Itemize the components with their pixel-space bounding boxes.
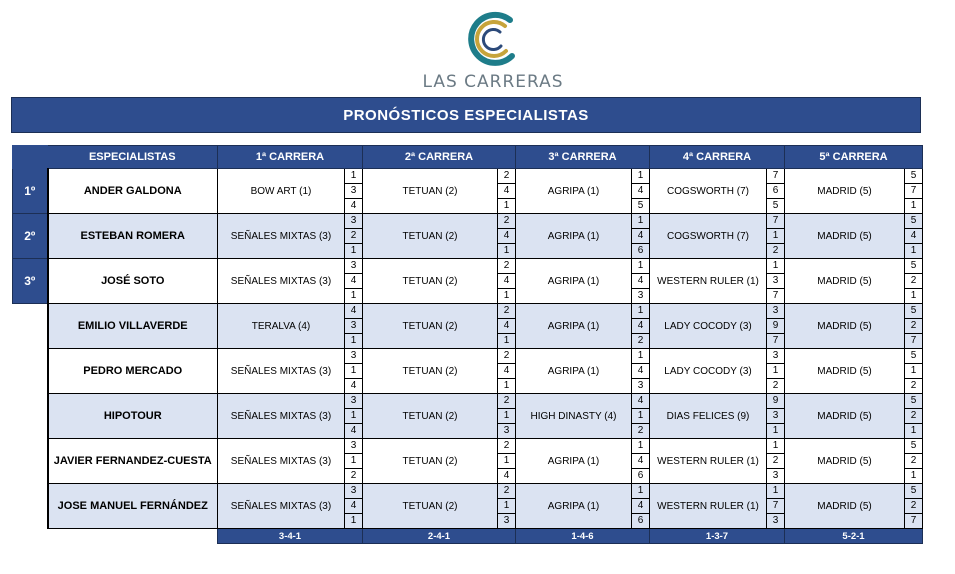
pick-number: 1 bbox=[632, 409, 650, 424]
pick-number: 1 bbox=[498, 499, 516, 514]
header-race-5: 5ª CARRERA bbox=[785, 146, 923, 169]
rank-badge bbox=[13, 349, 48, 394]
consensus-race-2: 2-4-1 bbox=[363, 529, 516, 544]
horse-pick: AGRIPA (1) bbox=[516, 259, 632, 304]
pick-number: 1 bbox=[632, 439, 650, 454]
pick-number: 4 bbox=[498, 319, 516, 334]
horse-pick: AGRIPA (1) bbox=[516, 349, 632, 394]
horse-pick: WESTERN RULER (1) bbox=[650, 439, 767, 484]
pick-number: 1 bbox=[767, 364, 785, 379]
pick-number: 7 bbox=[767, 289, 785, 304]
consensus-race-4: 1-3-7 bbox=[650, 529, 785, 544]
pick-number: 4 bbox=[632, 319, 650, 334]
pick-number: 3 bbox=[632, 289, 650, 304]
pick-number: 1 bbox=[498, 289, 516, 304]
pick-number: 3 bbox=[767, 274, 785, 289]
horse-pick: BOW ART (1) bbox=[218, 169, 345, 214]
pick-number: 7 bbox=[767, 499, 785, 514]
specialist-name: EMILIO VILLAVERDE bbox=[48, 304, 218, 349]
pick-number: 1 bbox=[767, 229, 785, 244]
pick-number: 2 bbox=[767, 454, 785, 469]
pick-number: 2 bbox=[767, 244, 785, 259]
table-row bbox=[13, 349, 923, 364]
pick-number: 4 bbox=[345, 379, 363, 394]
pick-number: 7 bbox=[767, 214, 785, 229]
horse-pick: TETUAN (2) bbox=[363, 484, 498, 529]
pick-number: 1 bbox=[767, 439, 785, 454]
horse-pick: AGRIPA (1) bbox=[516, 169, 632, 214]
pick-number: 2 bbox=[498, 304, 516, 319]
pick-number: 1 bbox=[632, 259, 650, 274]
pick-number: 3 bbox=[345, 184, 363, 199]
pick-number: 2 bbox=[498, 394, 516, 409]
table-row bbox=[13, 394, 923, 409]
pick-number: 6 bbox=[632, 244, 650, 259]
pick-number: 1 bbox=[498, 244, 516, 259]
pick-number: 4 bbox=[345, 424, 363, 439]
horse-pick: MADRID (5) bbox=[785, 169, 905, 214]
horse-pick: TETUAN (2) bbox=[363, 394, 498, 439]
pick-number: 1 bbox=[498, 334, 516, 349]
forecast-table bbox=[12, 145, 923, 544]
pick-number: 7 bbox=[905, 184, 923, 199]
pick-number: 3 bbox=[767, 304, 785, 319]
table-row bbox=[13, 484, 923, 499]
horseshoe-logo-icon bbox=[460, 6, 526, 72]
pick-number: 3 bbox=[345, 259, 363, 274]
pick-number: 4 bbox=[498, 274, 516, 289]
header-race-4: 4ª CARRERA bbox=[650, 146, 785, 169]
specialist-name: JOSE MANUEL FERNÁNDEZ bbox=[48, 484, 218, 529]
consensus-row bbox=[13, 529, 923, 544]
pick-number: 1 bbox=[905, 244, 923, 259]
pick-number: 9 bbox=[767, 319, 785, 334]
header-race-3: 3ª CARRERA bbox=[516, 146, 650, 169]
pick-number: 2 bbox=[767, 379, 785, 394]
pick-number: 4 bbox=[632, 499, 650, 514]
horse-pick: MADRID (5) bbox=[785, 304, 905, 349]
pick-number: 3 bbox=[345, 319, 363, 334]
specialist-name: ESTEBAN ROMERA bbox=[48, 214, 218, 259]
horse-pick: AGRIPA (1) bbox=[516, 484, 632, 529]
pick-number: 1 bbox=[905, 289, 923, 304]
horse-pick: MADRID (5) bbox=[785, 439, 905, 484]
rank-badge: 1º bbox=[13, 169, 48, 214]
pick-number: 2 bbox=[498, 349, 516, 364]
pick-number: 2 bbox=[498, 169, 516, 184]
horse-pick: MADRID (5) bbox=[785, 484, 905, 529]
pick-number: 6 bbox=[632, 514, 650, 529]
horse-pick: AGRIPA (1) bbox=[516, 304, 632, 349]
pick-number: 1 bbox=[345, 289, 363, 304]
pick-number: 2 bbox=[345, 229, 363, 244]
pick-number: 5 bbox=[905, 349, 923, 364]
horse-pick: TETUAN (2) bbox=[363, 439, 498, 484]
pick-number: 3 bbox=[345, 349, 363, 364]
pick-number: 1 bbox=[632, 349, 650, 364]
horse-pick: COGSWORTH (7) bbox=[650, 169, 767, 214]
specialist-name: PEDRO MERCADO bbox=[48, 349, 218, 394]
pick-number: 1 bbox=[905, 469, 923, 484]
rank-badge: 3º bbox=[13, 259, 48, 304]
header-corner bbox=[13, 146, 48, 169]
pick-number: 3 bbox=[498, 424, 516, 439]
pick-number: 1 bbox=[345, 334, 363, 349]
table-row bbox=[13, 304, 923, 319]
pick-number: 4 bbox=[498, 184, 516, 199]
pick-number: 1 bbox=[498, 409, 516, 424]
pick-number: 1 bbox=[345, 514, 363, 529]
page-title: PRONÓSTICOS ESPECIALISTAS bbox=[11, 97, 921, 133]
header-specialists: ESPECIALISTAS bbox=[48, 146, 218, 169]
horse-pick: WESTERN RULER (1) bbox=[650, 484, 767, 529]
horse-pick: MADRID (5) bbox=[785, 349, 905, 394]
pick-number: 3 bbox=[345, 484, 363, 499]
pick-number: 1 bbox=[345, 244, 363, 259]
horse-pick: TETUAN (2) bbox=[363, 169, 498, 214]
table-row bbox=[13, 259, 923, 274]
table-row bbox=[13, 214, 923, 229]
las-carreras-logo bbox=[418, 6, 568, 92]
pick-number: 2 bbox=[905, 409, 923, 424]
pick-number: 9 bbox=[767, 394, 785, 409]
pick-number: 2 bbox=[498, 259, 516, 274]
pick-number: 1 bbox=[345, 364, 363, 379]
pick-number: 4 bbox=[498, 469, 516, 484]
pick-number: 2 bbox=[498, 214, 516, 229]
pick-number: 4 bbox=[498, 364, 516, 379]
pick-number: 1 bbox=[767, 484, 785, 499]
pick-number: 7 bbox=[905, 514, 923, 529]
header-row bbox=[13, 146, 923, 169]
pick-number: 2 bbox=[632, 424, 650, 439]
pick-number: 4 bbox=[632, 394, 650, 409]
pick-number: 1 bbox=[498, 379, 516, 394]
pick-number: 5 bbox=[905, 214, 923, 229]
header-race-2: 2ª CARRERA bbox=[363, 146, 516, 169]
pick-number: 1 bbox=[498, 199, 516, 214]
horse-pick: SEÑALES MIXTAS (3) bbox=[218, 214, 345, 259]
horse-pick: SEÑALES MIXTAS (3) bbox=[218, 484, 345, 529]
horse-pick: AGRIPA (1) bbox=[516, 214, 632, 259]
pick-number: 4 bbox=[345, 304, 363, 319]
pick-number: 3 bbox=[767, 409, 785, 424]
horse-pick: SEÑALES MIXTAS (3) bbox=[218, 349, 345, 394]
horse-pick: TETUAN (2) bbox=[363, 349, 498, 394]
pick-number: 1 bbox=[905, 424, 923, 439]
horse-pick: SEÑALES MIXTAS (3) bbox=[218, 439, 345, 484]
pick-number: 3 bbox=[632, 379, 650, 394]
pick-number: 4 bbox=[345, 274, 363, 289]
pick-number: 4 bbox=[345, 199, 363, 214]
header-race-1: 1ª CARRERA bbox=[218, 146, 363, 169]
table-row bbox=[13, 169, 923, 184]
pick-number: 2 bbox=[632, 334, 650, 349]
logo-text: LAS CARRERAS bbox=[422, 72, 564, 92]
pick-number: 4 bbox=[498, 229, 516, 244]
specialist-name: JOSÉ SOTO bbox=[48, 259, 218, 304]
rank-badge: 2º bbox=[13, 214, 48, 259]
pick-number: 1 bbox=[632, 214, 650, 229]
specialist-name: JAVIER FERNANDEZ-CUESTA bbox=[48, 439, 218, 484]
pick-number: 1 bbox=[345, 169, 363, 184]
consensus-race-3: 1-4-6 bbox=[516, 529, 650, 544]
rank-badge bbox=[13, 439, 48, 484]
pick-number: 1 bbox=[905, 199, 923, 214]
pick-number: 3 bbox=[498, 514, 516, 529]
pick-number: 1 bbox=[767, 259, 785, 274]
pick-number: 4 bbox=[905, 229, 923, 244]
pick-number: 1 bbox=[767, 424, 785, 439]
pick-number: 2 bbox=[905, 319, 923, 334]
horse-pick: MADRID (5) bbox=[785, 214, 905, 259]
pick-number: 4 bbox=[632, 184, 650, 199]
pick-number: 1 bbox=[345, 454, 363, 469]
rank-badge bbox=[13, 394, 48, 439]
horse-pick: SEÑALES MIXTAS (3) bbox=[218, 394, 345, 439]
table-row bbox=[13, 439, 923, 454]
pick-number: 5 bbox=[905, 394, 923, 409]
pick-number: 4 bbox=[632, 454, 650, 469]
pick-number: 2 bbox=[905, 454, 923, 469]
rank-badge bbox=[13, 304, 48, 349]
pick-number: 5 bbox=[905, 304, 923, 319]
pick-number: 2 bbox=[905, 379, 923, 394]
pick-number: 1 bbox=[498, 454, 516, 469]
pick-number: 4 bbox=[632, 229, 650, 244]
pick-number: 7 bbox=[905, 334, 923, 349]
pick-number: 7 bbox=[767, 169, 785, 184]
horse-pick: LADY COCODY (3) bbox=[650, 349, 767, 394]
consensus-race-1: 3-4-1 bbox=[218, 529, 363, 544]
pick-number: 2 bbox=[905, 499, 923, 514]
pick-number: 2 bbox=[498, 484, 516, 499]
pick-number: 3 bbox=[767, 514, 785, 529]
pick-number: 1 bbox=[905, 364, 923, 379]
pick-number: 4 bbox=[632, 364, 650, 379]
specialist-name: HIPOTOUR bbox=[48, 394, 218, 439]
specialist-name: ANDER GALDONA bbox=[48, 169, 218, 214]
horse-pick: TERALVA (4) bbox=[218, 304, 345, 349]
consensus-race-5: 5-2-1 bbox=[785, 529, 923, 544]
pick-number: 3 bbox=[345, 214, 363, 229]
horse-pick: TETUAN (2) bbox=[363, 214, 498, 259]
horse-pick: TETUAN (2) bbox=[363, 304, 498, 349]
horse-pick: AGRIPA (1) bbox=[516, 439, 632, 484]
pick-number: 3 bbox=[767, 469, 785, 484]
pick-number: 7 bbox=[767, 334, 785, 349]
rank-badge bbox=[13, 484, 48, 529]
pick-number: 3 bbox=[345, 439, 363, 454]
horse-pick: HIGH DINASTY (4) bbox=[516, 394, 632, 439]
pick-number: 3 bbox=[767, 349, 785, 364]
horse-pick: MADRID (5) bbox=[785, 259, 905, 304]
horse-pick: DIAS FELICES (9) bbox=[650, 394, 767, 439]
pick-number: 6 bbox=[767, 184, 785, 199]
pick-number: 5 bbox=[905, 169, 923, 184]
pick-number: 5 bbox=[632, 199, 650, 214]
pick-number: 1 bbox=[632, 169, 650, 184]
pick-number: 5 bbox=[905, 259, 923, 274]
pick-number: 2 bbox=[345, 469, 363, 484]
pick-number: 3 bbox=[345, 394, 363, 409]
pick-number: 4 bbox=[345, 499, 363, 514]
horse-pick: LADY COCODY (3) bbox=[650, 304, 767, 349]
horse-pick: COGSWORTH (7) bbox=[650, 214, 767, 259]
pick-number: 1 bbox=[345, 409, 363, 424]
horse-pick: MADRID (5) bbox=[785, 394, 905, 439]
horse-pick: WESTERN RULER (1) bbox=[650, 259, 767, 304]
pick-number: 4 bbox=[632, 274, 650, 289]
pick-number: 5 bbox=[905, 439, 923, 454]
pick-number: 6 bbox=[632, 469, 650, 484]
pick-number: 1 bbox=[632, 484, 650, 499]
pick-number: 1 bbox=[632, 304, 650, 319]
pick-number: 2 bbox=[498, 439, 516, 454]
pick-number: 5 bbox=[905, 484, 923, 499]
pick-number: 5 bbox=[767, 199, 785, 214]
horse-pick: SEÑALES MIXTAS (3) bbox=[218, 259, 345, 304]
pick-number: 2 bbox=[905, 274, 923, 289]
horse-pick: TETUAN (2) bbox=[363, 259, 498, 304]
